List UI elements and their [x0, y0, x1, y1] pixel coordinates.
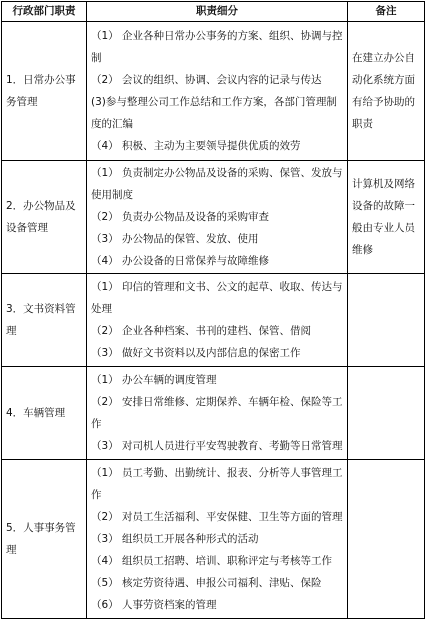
duty-item: (3)参与整理公司工作总结和工作方案，各部门管理制度的汇编 — [91, 96, 337, 130]
department-cell: 5．人事事务管理 — [2, 460, 87, 619]
duty-item: （2） 会议的组织、协调、会议内容的记录与传达 — [91, 74, 322, 86]
duty-item: （1） 员工考勤、出勤统计、报表、分析等人事管理工作 — [91, 467, 343, 501]
note-cell — [348, 460, 425, 619]
duty-table — [1, 1, 425, 619]
duty-item: （6） 人事劳资档案的管理 — [91, 599, 217, 611]
duty-item: （3） 办公物品的保管、发放、使用 — [91, 233, 259, 245]
duty-item: （1） 印信的管理和文书、公文的起草、收取、传达与处理 — [91, 281, 343, 315]
note-cell — [348, 274, 425, 367]
table-header-row — [2, 2, 425, 22]
duties-cell — [87, 367, 348, 460]
duty-item: （2） 企业各种档案、书刊的建档、保管、借阅 — [91, 325, 312, 337]
table-row — [2, 460, 425, 619]
table-row — [2, 161, 425, 274]
duty-item: （4） 组织员工招聘、培训、职称评定与考核等工作 — [91, 555, 333, 567]
duty-item: （1） 负责制定办公物品及设备的采购、保管、发放与使用制度 — [91, 167, 343, 201]
duty-item: （3） 组织员工开展各种形式的活动 — [91, 533, 259, 545]
duty-item: （1） 办公车辆的调度管理 — [91, 374, 217, 386]
duty-item: （5） 核定劳资待遇、申报公司福利、津贴、保险 — [91, 577, 322, 589]
header-department: 行政部门职责 — [2, 2, 87, 22]
duty-item: （3） 做好文书资料以及内部信息的保密工作 — [91, 347, 301, 359]
department-cell: 1．日常办公事务管理 — [2, 22, 87, 161]
duty-item: （4） 办公设备的日常保养与故障维修 — [91, 255, 270, 267]
duty-item: （4） 积极、主动为主要领导提供优质的效劳 — [91, 140, 301, 152]
header-notes: 备注 — [348, 2, 425, 22]
duty-item: （1） 企业各种日常办公事务的方案、组织、协调与控制 — [91, 30, 343, 64]
table-row — [2, 22, 425, 161]
duties-cell — [87, 22, 348, 161]
duties-cell — [87, 274, 348, 367]
duties-cell — [87, 161, 348, 274]
duties-cell — [87, 460, 348, 619]
note-cell — [348, 367, 425, 460]
duty-item: （2） 负责办公物品及设备的采购审查 — [91, 211, 270, 223]
duty-item: （2） 安排日常维修、定期保养、车辆年检、保险等工作 — [91, 396, 343, 430]
department-cell: 4．车辆管理 — [2, 367, 87, 460]
note-cell: 计算机及网络设备的故障一般由专业人员维修 — [348, 161, 425, 274]
department-cell: 2．办公物品及设备管理 — [2, 161, 87, 274]
table-row — [2, 274, 425, 367]
header-duties: 职责细分 — [87, 2, 348, 22]
department-cell: 3．文书资料管理 — [2, 274, 87, 367]
duty-item: （3） 对司机人员进行平安驾驶教育、考勤等日常管理 — [91, 440, 343, 452]
duty-item: （2） 对员工生活福利、平安保健、卫生等方面的管理 — [91, 511, 343, 523]
table-row — [2, 367, 425, 460]
note-cell: 在建立办公自动化系统方面有给予协助的职责 — [348, 22, 425, 161]
